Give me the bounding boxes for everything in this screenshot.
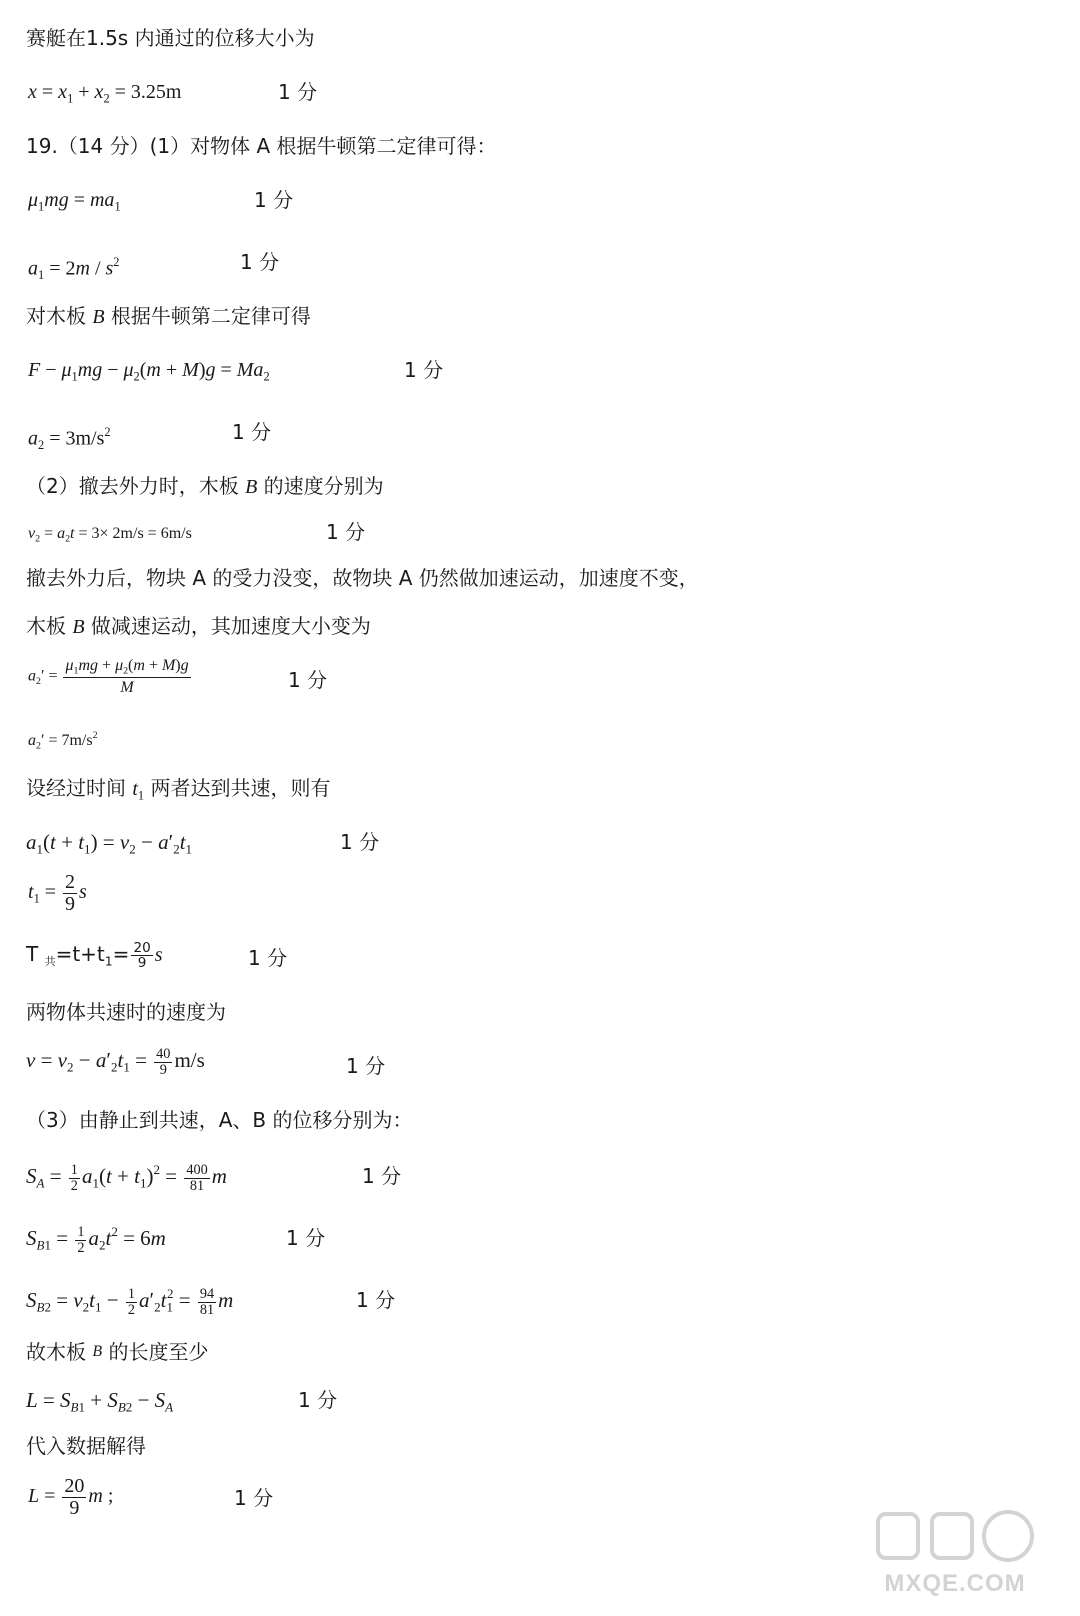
equation-t1-value: $t_1$ = $\frac{2}{9}$ s	[28, 871, 87, 915]
equation-newton-board-b: $F - \mu_1mg - \mu_2(m + M)g = Ma_2$	[28, 359, 270, 384]
text-segment: 设经过时间	[26, 776, 133, 800]
score-label: 1 分	[232, 420, 272, 444]
text-segment: （2）撤去外力时，木板	[26, 474, 246, 498]
equation-displacement-total: $x = x_1 + x_2 = 3.25m$	[28, 81, 182, 106]
equation-a2-prime-formula: $a_2'$ = $\frac{\mu_1mg + \mu_2(m + M)g}{M}$	[28, 657, 189, 697]
score-label: 1 分	[346, 1054, 386, 1078]
equation-common-time: T $_共=t+t_1=$ $\frac{20}{9}$ s	[26, 939, 163, 971]
text-segment: 对木板	[26, 304, 93, 328]
score-label: 1 分	[286, 1226, 326, 1250]
equation-common-speed: $a_1(t + t_1) = v_2 - a'_2t_1$	[26, 830, 193, 857]
watermark-emblem-icon	[870, 1508, 1040, 1572]
score-label: 1 分	[254, 188, 294, 212]
score-label: 1 分	[288, 668, 328, 692]
text-line-substitute: 代入数据解得	[26, 1434, 146, 1458]
equation-displacement-a: $S_A$ = $\frac{1}{2}$ $a_1(t + t_1)^2$ = $\frac{400}{81}$ m	[26, 1161, 227, 1194]
text-segment: 故木板	[26, 1340, 93, 1365]
watermark-site-text: MXQE.COM	[884, 1570, 1026, 1597]
fraction: $\frac{\mu_1mg + \mu_2(m + M)g}{M}$	[65, 657, 189, 697]
fraction: $\frac{20}{9}$	[133, 939, 151, 971]
text-segment: 做减速运动，其加速度大小变为	[84, 614, 371, 638]
subscript: 1	[137, 788, 145, 803]
text-line-common-speed: 两物体共速时的速度为	[26, 1000, 226, 1024]
watermark-logo	[870, 1508, 1040, 1598]
fraction: $\frac{400}{81}$	[186, 1161, 208, 1194]
equation-displacement-b2: $S_{B2} = v_2t_1$ − $\frac{1}{2}$ $a'_2t_1^2$ = $\frac{94}{81}$ m	[26, 1285, 234, 1318]
score-label: 1 分	[362, 1164, 402, 1188]
equation-a2-value: $a_2 = 3m/s^2$	[28, 425, 111, 452]
score-label: 1 分	[356, 1288, 396, 1312]
score-label: 1 分	[298, 1388, 338, 1412]
equation-a2-prime-value: $a_2' = 7m/s^2$	[28, 730, 98, 752]
equation-length-result: L = $\frac{20}{9}$ m ;	[28, 1475, 114, 1519]
equation-newton-block-a: $\mu_1mg = ma_1$	[28, 189, 121, 214]
fraction: $\frac{1}{2}$	[77, 1223, 85, 1256]
var-b: B	[92, 306, 105, 328]
equation-v2-value: $v_2 = a_2t = 3\times 2m/s = 6m/s$	[28, 525, 192, 545]
equation-common-velocity: $v = v_2 - a'_2t_1$ = $\frac{40}{9}$ m/s	[26, 1045, 205, 1078]
score-label: 1 分	[248, 946, 288, 970]
var-b: B	[72, 616, 85, 638]
equation-displacement-b1: $S_{B1}$ = $\frac{1}{2}$ $a_2t^2 = 6m$	[26, 1223, 166, 1256]
score-label: 1 分	[404, 358, 444, 382]
text-line-board-length	[26, 1338, 209, 1366]
text-segment: 根据牛顿第二定律可得	[104, 304, 311, 328]
score-label: 1 分	[234, 1486, 274, 1510]
text-segment: 的长度至少	[102, 1340, 209, 1365]
equation-length-sum: $L = S_{B1} + S_{B2} - S_A$	[26, 1388, 174, 1415]
score-label: 1 分	[240, 250, 280, 274]
score-label: 1 分	[326, 520, 366, 544]
equation-a1-value: $a_1 = 2m / s^2$	[28, 255, 120, 282]
fraction: $\frac{2}{9}$	[65, 871, 76, 915]
text-segment: 两者达到共速，则有	[144, 776, 331, 800]
part-3-heading: （3）由静止到共速，A、B 的位移分别为：	[26, 1108, 413, 1132]
fraction: $\frac{94}{81}$	[199, 1285, 215, 1318]
fraction: $\frac{20}{9}$	[64, 1475, 85, 1519]
text-line-common-speed-time	[26, 774, 330, 809]
text-line-board-b	[26, 302, 311, 331]
text-line-board-decelerates	[26, 612, 371, 641]
var-b: B	[92, 1343, 103, 1360]
var-b: B	[245, 476, 258, 498]
score-label: 1 分	[278, 80, 318, 104]
score-label: 1 分	[340, 830, 380, 854]
part-2-heading	[26, 472, 384, 501]
fraction: $\frac{1}{2}$	[127, 1285, 135, 1318]
question-19-heading: 19.（14 分）(1）对物体 A 根据牛顿第二定律可得：	[26, 134, 497, 158]
text-line-block-a-force: 撤去外力后，物块 A 的受力没变，故物块 A 仍然做加速运动，加速度不变，	[26, 566, 699, 590]
var-t: t	[132, 778, 138, 800]
text-line-1: 赛艇在1.5s 内通过的位移大小为	[26, 26, 315, 50]
text-segment: 的速度分别为	[257, 474, 384, 498]
fraction: $\frac{1}{2}$	[70, 1161, 78, 1194]
text-segment: 木板	[26, 614, 73, 638]
fraction: $\frac{40}{9}$	[156, 1045, 171, 1078]
